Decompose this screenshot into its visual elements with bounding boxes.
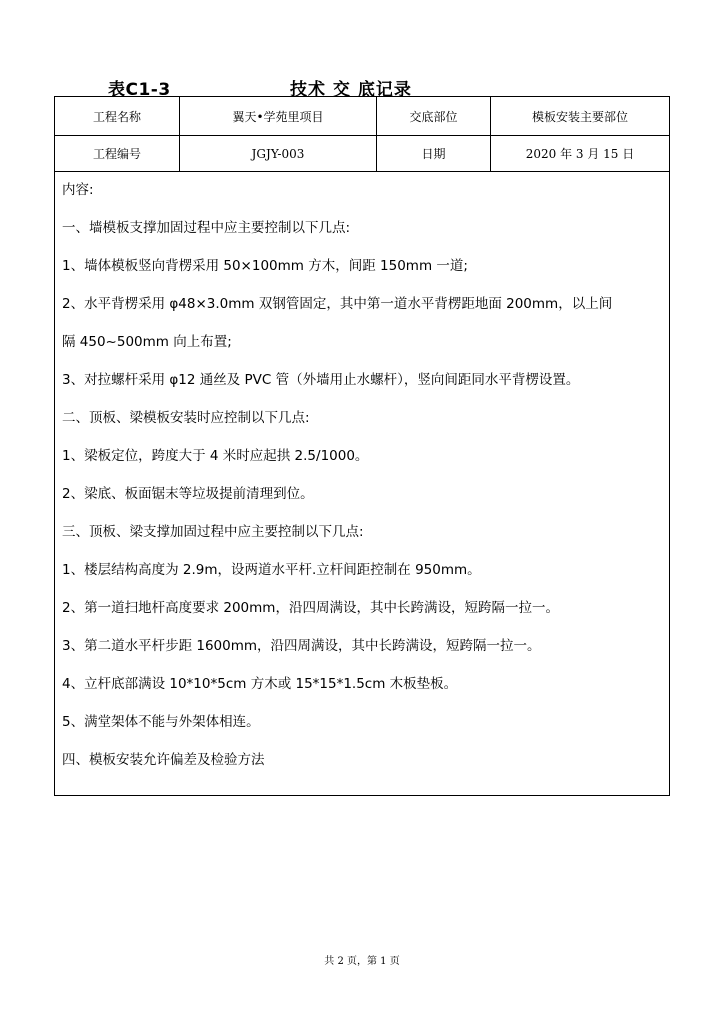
section-heading: 二、顶板、梁模板安装时应控制以下几点: xyxy=(62,410,310,426)
content-heading: 内容: xyxy=(62,182,94,198)
project-name-label: 工程名称 xyxy=(55,97,180,135)
project-no-label: 工程编号 xyxy=(55,136,180,171)
content-line: 2、第一道扫地杆高度要求 200mm，沿四周满设，其中长跨满设，短跨隔一拉一。 xyxy=(62,600,559,616)
handover-record-form xyxy=(54,96,670,796)
content-line: 3、对拉螺杆采用 φ12 通丝及 PVC 管（外墙用止水螺杆），竖向间距同水平背楞设置。 xyxy=(62,372,580,388)
page-info: 共 2 页，第 1 页 xyxy=(324,956,400,967)
info-row-number xyxy=(55,136,669,172)
form-code: 表C1-3 xyxy=(108,80,171,100)
date-label: 日期 xyxy=(377,136,491,171)
content-line: 1、墙体模板竖向背楞采用 50×100mm 方木，间距 150mm 一道; xyxy=(62,258,468,274)
project-no-value: JGJY-003 xyxy=(180,136,377,171)
content-line: 3、第二道水平杆步距 1600mm，沿四周满设，其中长跨满设，短跨隔一拉一。 xyxy=(62,638,541,654)
content-line: 1、梁板定位，跨度大于 4 米时应起拱 2.5/1000。 xyxy=(62,448,369,464)
content-line: 4、立杆底部满设 10*10*5cm 方木或 15*15*1.5cm 木板垫板。 xyxy=(62,676,458,692)
content-line: 隔 450~500mm 向上布置; xyxy=(62,334,232,350)
form-title: 技术 交 底记录 xyxy=(290,80,412,100)
section-heading: 四、模板安装允许偏差及检验方法 xyxy=(62,752,265,768)
content-line: 1、楼层结构高度为 2.9m，设两道水平杆.立杆间距控制在 950mm。 xyxy=(62,562,481,578)
handover-part-label: 交底部位 xyxy=(377,97,491,135)
date-value: 2020 年 3 月 15 日 xyxy=(525,147,635,161)
content-line: 2、水平背楞采用 φ48×3.0mm 双钢管固定，其中第一道水平背楞距地面 200mm，以上间 xyxy=(62,296,613,312)
section-heading: 一、墙模板支撑加固过程中应主要控制以下几点: xyxy=(62,220,351,236)
info-row-project xyxy=(55,97,669,136)
handover-part-value: 模板安装主要部位 xyxy=(531,109,628,124)
content-line: 2、梁底、板面锯末等垃圾提前清理到位。 xyxy=(62,486,314,502)
section-heading: 三、顶板、梁支撑加固过程中应主要控制以下几点: xyxy=(62,524,364,540)
project-name-value: 翼天•学苑里项目 xyxy=(180,97,377,135)
content-line: 5、满堂架体不能与外架体相连。 xyxy=(62,714,260,730)
